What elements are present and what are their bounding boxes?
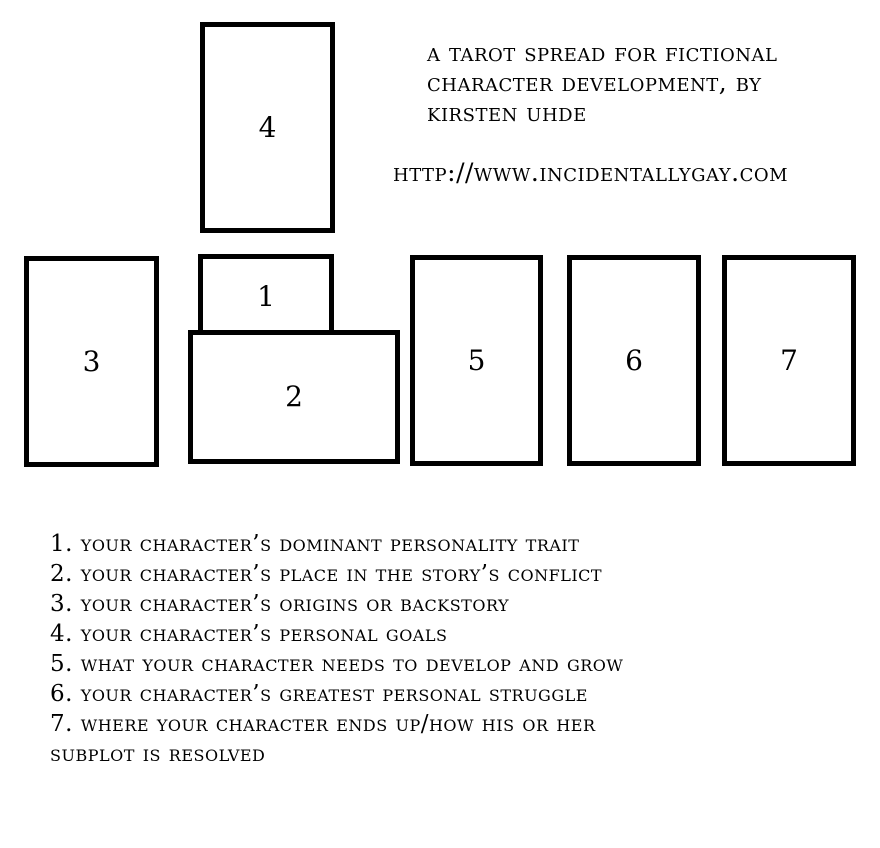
card-4 bbox=[200, 22, 335, 233]
card-2-number: 2 bbox=[285, 380, 303, 413]
card-2 bbox=[188, 330, 400, 464]
legend-item-5: 5. what your character needs to develop and grow bbox=[50, 651, 624, 677]
legend-item-7: 7. where your character ends up/how his or her bbox=[50, 711, 596, 737]
legend-item-2: 2. your character’s place in the story’s conflict bbox=[50, 561, 603, 587]
card-1 bbox=[198, 254, 334, 340]
card-3-number: 3 bbox=[82, 344, 101, 378]
legend-item-7-continued: subplot is resolved bbox=[50, 741, 266, 767]
card-6 bbox=[567, 255, 701, 466]
card-4-number: 4 bbox=[258, 110, 277, 144]
card-7-number: 7 bbox=[780, 343, 798, 377]
card-5 bbox=[410, 255, 543, 466]
legend-item-6: 6. your character’s greatest personal struggle bbox=[50, 681, 588, 707]
legend-item-1: 1. your character’s dominant personality trait bbox=[50, 531, 580, 557]
title-line-3: kirsten uhde bbox=[427, 98, 587, 127]
legend-item-3: 3. your character’s origins or backstory bbox=[50, 591, 510, 617]
title-line-2: character development, by bbox=[427, 68, 762, 97]
card-6-number: 6 bbox=[625, 343, 643, 377]
card-3 bbox=[24, 256, 159, 467]
card-5-number: 5 bbox=[467, 343, 486, 377]
legend-list bbox=[50, 529, 770, 769]
card-7 bbox=[722, 255, 856, 466]
title-block bbox=[427, 38, 847, 128]
card-1-number: 1 bbox=[257, 280, 275, 313]
legend-item-4: 4. your character’s personal goals bbox=[50, 621, 448, 647]
title-line-1: a tarot spread for fictional bbox=[427, 38, 778, 67]
website-url: http://www.incidentallygay.com bbox=[393, 158, 789, 187]
